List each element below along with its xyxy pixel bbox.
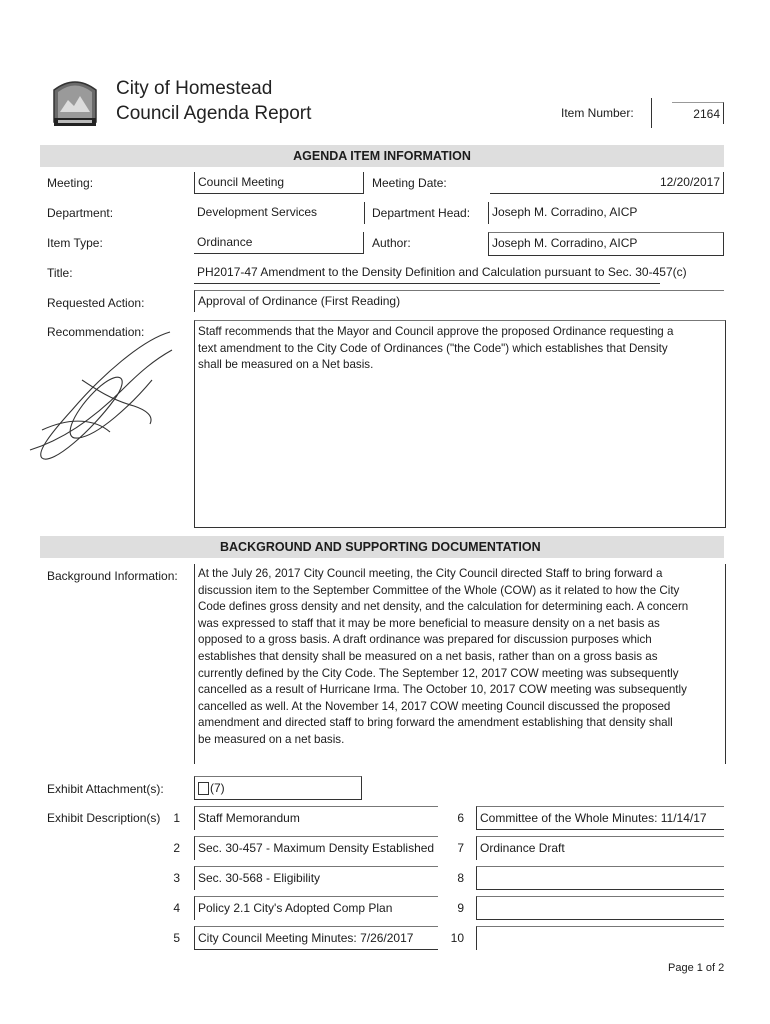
background-line: Code defines gross density and net density, and the calculation for determining each. A concern xyxy=(198,600,689,614)
background-box xyxy=(194,564,726,764)
meeting-date-value: 12/20/2017 xyxy=(490,172,724,194)
report-title: Council Agenda Report xyxy=(116,103,312,124)
background-line: establishes that density shall be measured on a net basis, rather than on a gross basis as xyxy=(198,649,658,663)
item-number-divider xyxy=(651,98,652,128)
exhibit-item xyxy=(476,926,724,950)
background-line: discussion item to the September Committee of the Whole (COW) as it related to how the City xyxy=(198,583,680,597)
exhibit-number: 4 xyxy=(173,901,180,915)
recommendation-line: Staff recommends that the Mayor and Council approve the proposed Ordinance requesting a xyxy=(198,325,674,338)
recommendation-box xyxy=(194,320,726,528)
exhibit-number: 2 xyxy=(173,841,180,855)
background-line: At the July 26, 2017 City Council meeting, the City Council directed Staff to bring forward a xyxy=(198,567,663,580)
meeting-value: Council Meeting xyxy=(194,172,364,194)
department-value: Development Services xyxy=(197,205,318,219)
exhibit-item: Sec. 30-568 - Eligibility xyxy=(194,866,438,890)
background-header: BACKGROUND AND SUPPORTING DOCUMENTATION xyxy=(40,536,724,558)
exhibit-item xyxy=(476,896,724,920)
department-head-value: Joseph M. Corradino, AICP xyxy=(488,202,724,224)
city-seal-logo xyxy=(50,72,100,130)
exhibit-attachment-field xyxy=(194,776,362,800)
background-label: Background Information: xyxy=(47,569,178,583)
background-line: cancelled as well. At the November 14, 2017 COW meeting Council discussed the proposed xyxy=(198,699,671,713)
exhibit-number: 1 xyxy=(173,811,180,825)
title-value: PH2017-47 Amendment to the Density Definition and Calculation pursuant to Sec. 30-457(c) xyxy=(194,262,660,284)
exhibit-number: 3 xyxy=(173,871,180,885)
author-value: Joseph M. Corradino, AICP xyxy=(488,232,724,256)
department-divider xyxy=(364,202,365,224)
exhibit-number: 7 xyxy=(457,841,464,855)
background-line: was expressed to staff that it may be more beneficial to measure density on a net basis as xyxy=(198,616,660,630)
exhibit-number: 10 xyxy=(450,931,464,945)
department-head-label: Department Head: xyxy=(372,206,471,220)
exhibit-number: 8 xyxy=(457,871,464,885)
exhibit-item: Sec. 30-457 - Maximum Density Established xyxy=(194,836,438,860)
item-number-value: 2164 xyxy=(672,102,724,124)
recommendation-text xyxy=(195,321,725,374)
meeting-date-label: Meeting Date: xyxy=(372,176,447,190)
recommendation-label: Recommendation: xyxy=(47,325,145,339)
exhibit-attachment-label: Exhibit Attachment(s): xyxy=(47,782,164,796)
author-label: Author: xyxy=(372,236,411,250)
requested-action-value: Approval of Ordinance (First Reading) xyxy=(194,290,724,312)
background-line: opposed to a gross basis. A draft ordinance was prepared for discussion purposes which xyxy=(198,633,652,647)
exhibit-attachment-count: (7) xyxy=(210,781,225,795)
background-line: currently defined by the City Code. The September 12, 2017 COW meeting was subsequently xyxy=(198,666,679,680)
exhibit-number: 9 xyxy=(457,901,464,915)
recommendation-line: shall be measured on a Net basis. xyxy=(198,358,374,372)
item-type-label: Item Type: xyxy=(47,236,103,250)
exhibit-item xyxy=(476,866,724,890)
exhibit-item: Staff Memorandum xyxy=(194,806,438,830)
meeting-label: Meeting: xyxy=(47,176,94,190)
background-line: be measured on a net basis. xyxy=(198,732,345,746)
attachment-checkbox-icon xyxy=(198,782,209,795)
recommendation-line: text amendment to the City Code of Ordinances ("the Code") which establishes that Density xyxy=(198,341,668,355)
handwritten-signature xyxy=(22,320,182,470)
exhibit-number: 5 xyxy=(173,931,180,945)
requested-action-label: Requested Action: xyxy=(47,296,145,310)
page-number: Page 1 of 2 xyxy=(668,962,725,974)
background-line: amendment and directed staff to bring forward the amendment establishing that density shall xyxy=(198,716,673,730)
department-label: Department: xyxy=(47,206,114,220)
city-name: City of Homestead xyxy=(116,78,273,99)
exhibit-description-label: Exhibit Description(s) xyxy=(47,811,161,825)
item-type-value: Ordinance xyxy=(194,232,364,254)
exhibit-item: Committee of the Whole Minutes: 11/14/17 xyxy=(476,806,724,830)
background-line: cancelled as a result of Hurricane Irma. The October 10, 2017 COW meeting was subsequently xyxy=(198,683,687,697)
background-text xyxy=(195,564,725,749)
exhibit-number: 6 xyxy=(457,811,464,825)
exhibit-item: Ordinance Draft xyxy=(476,836,724,860)
exhibit-item: City Council Meeting Minutes: 7/26/2017 xyxy=(194,926,438,950)
item-number-label: Item Number: xyxy=(561,106,634,120)
title-label: Title: xyxy=(47,266,73,280)
agenda-info-header: AGENDA ITEM INFORMATION xyxy=(40,145,724,167)
exhibit-item: Policy 2.1 City's Adopted Comp Plan xyxy=(194,896,438,920)
